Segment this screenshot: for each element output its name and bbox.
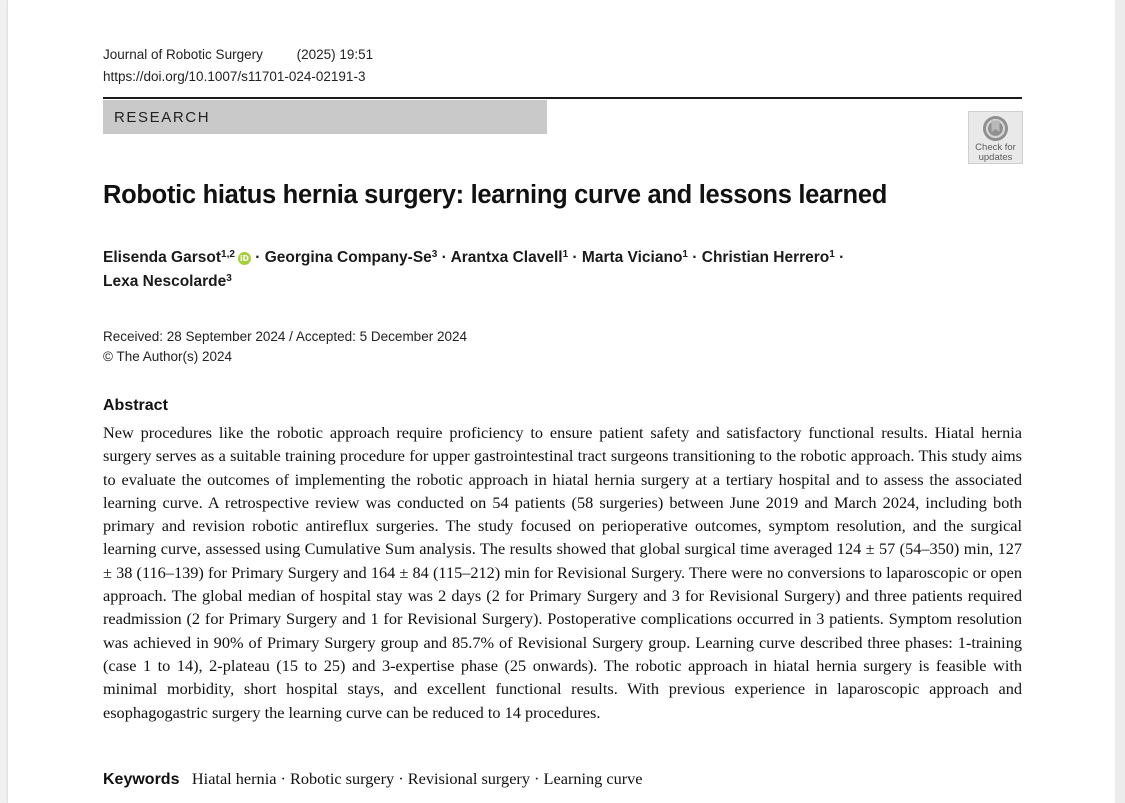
check-for-updates-badge[interactable] [968,111,1023,164]
article-title: Robotic hiatus hernia surgery: learning curve and lessons learned [103,181,887,209]
author-line-2 [103,270,844,294]
check-updates-icon [982,115,1009,142]
author-affiliation: 1 [829,249,835,260]
author-name[interactable]: Georgina Company-Se [264,249,432,266]
header-rule [103,97,1022,99]
section-label-bar [103,100,547,134]
paper-page [8,0,1115,803]
author-name[interactable]: Lexa Nescolarde [103,273,227,290]
copyright-notice: © The Author(s) 2024 [103,349,233,364]
abstract-text: New procedures like the robotic approach require proficiency to ensure patient safety and satisfactory functional results. Hiatal hernia surgery serves as a suitable training procedure for upper gastrointestinal tract surgeons transitioning to the robotic approach. This study aims to evaluate the outcomes of implementing the robotic approach in hiatal hernia surgery at a tertiary hospital and to assess the associated learning curve. A retrospective review was conducted on 54 patients (58 surgeries) between June 2019 and March 2024, including both primary and revision robotic antireflux surgeries. The study focused on perioperative outcomes, symptom resolution, and the surgical learning curve, assessed using Cumulative Sum analysis. The results showed that global surgical time averaged 124 ± 57 (54–350) min, 127 ± 38 (116–139) for Primary Surgery and 164 ± 84 (115–212) min for Revisional Surgery. There were no conversions to laparoscopic or open approach. The global median of hospital stay was 2 days (2 for Primary Surgery and 3 for Revisional Surgery) and three patients required readmission (2 for Primary Surgery and 1 for Revisional Surgery). Postoperative complications occurred in 3 patients. Symptom resolution was achieved in 90% of Primary Surgery group and 85.7% of Revisional Surgery group. Learning curve described three phases: 1-training (case 1 to 14), 2-plateau (15 to 25) and 3-expertise phase (25 onwards). The robotic approach in hiatal hernia surgery is feasible with minimal morbidity, short hospital stays, and excellent functional results. With previous experience in laparoscopic approach and esophagogastric surgery the learning curve can be reduced to 14 procedures. [103,423,1022,722]
author-name[interactable]: Christian Herrero [701,249,830,266]
author-name[interactable]: Arantxa Clavell [450,249,563,266]
author-affiliation: 1,2 [221,249,235,260]
orcid-icon[interactable]: iD [238,252,251,265]
author-affiliation: 3 [226,273,232,284]
viewer-edge [1115,0,1125,803]
abstract-heading: Abstract [103,397,168,414]
author-name[interactable]: Elisenda Garsot [103,249,222,266]
check-updates-text: Check for updates [975,142,1016,163]
received-accepted-dates: Received: 28 September 2024 / Accepted: 5 December 2024 [103,329,467,344]
author-list [103,246,844,294]
author-affiliation: 3 [431,249,438,260]
section-label: RESEARCH [114,109,211,126]
author-separator: · [250,249,265,266]
author-line-1 [103,246,844,270]
author-affiliation: 1 [682,249,688,260]
journal-citation [103,47,373,62]
author-separator: · [834,249,845,266]
author-affiliation: 1 [562,249,569,260]
author-name[interactable]: Marta Viciano [581,249,683,266]
doi-link[interactable]: https://doi.org/10.1007/s11701-024-02191-3 [103,69,366,84]
author-separator: · [437,249,451,266]
journal-volume-article: (2025) 19:51 [296,47,374,62]
keywords-line [103,769,643,789]
keywords-label: Keywords [103,771,180,788]
author-separator: · [687,249,702,266]
author-separator: · [568,249,582,266]
article-dates [103,327,467,367]
keywords-list: Hiatal hernia · Robotic surgery · Revisional surgery · Learning curve [191,769,643,788]
journal-name: Journal of Robotic Surgery [103,47,263,62]
